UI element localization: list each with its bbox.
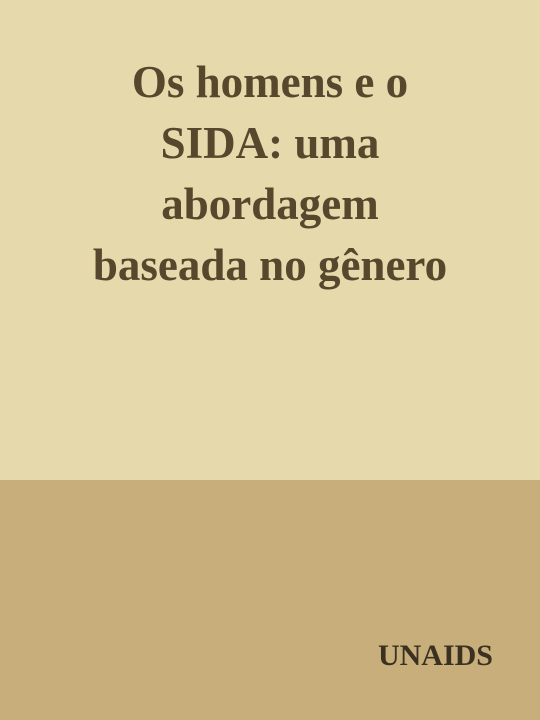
- book-author: UNAIDS: [377, 639, 493, 672]
- book-title: [20, 52, 520, 296]
- cover-bottom-panel: [0, 480, 540, 720]
- book-title-line: Os homens e o: [131, 57, 409, 107]
- book-title-line: abordagem: [161, 179, 379, 229]
- book-title-line: baseada no gênero: [92, 240, 448, 290]
- book-title-line: SIDA: uma: [160, 118, 380, 168]
